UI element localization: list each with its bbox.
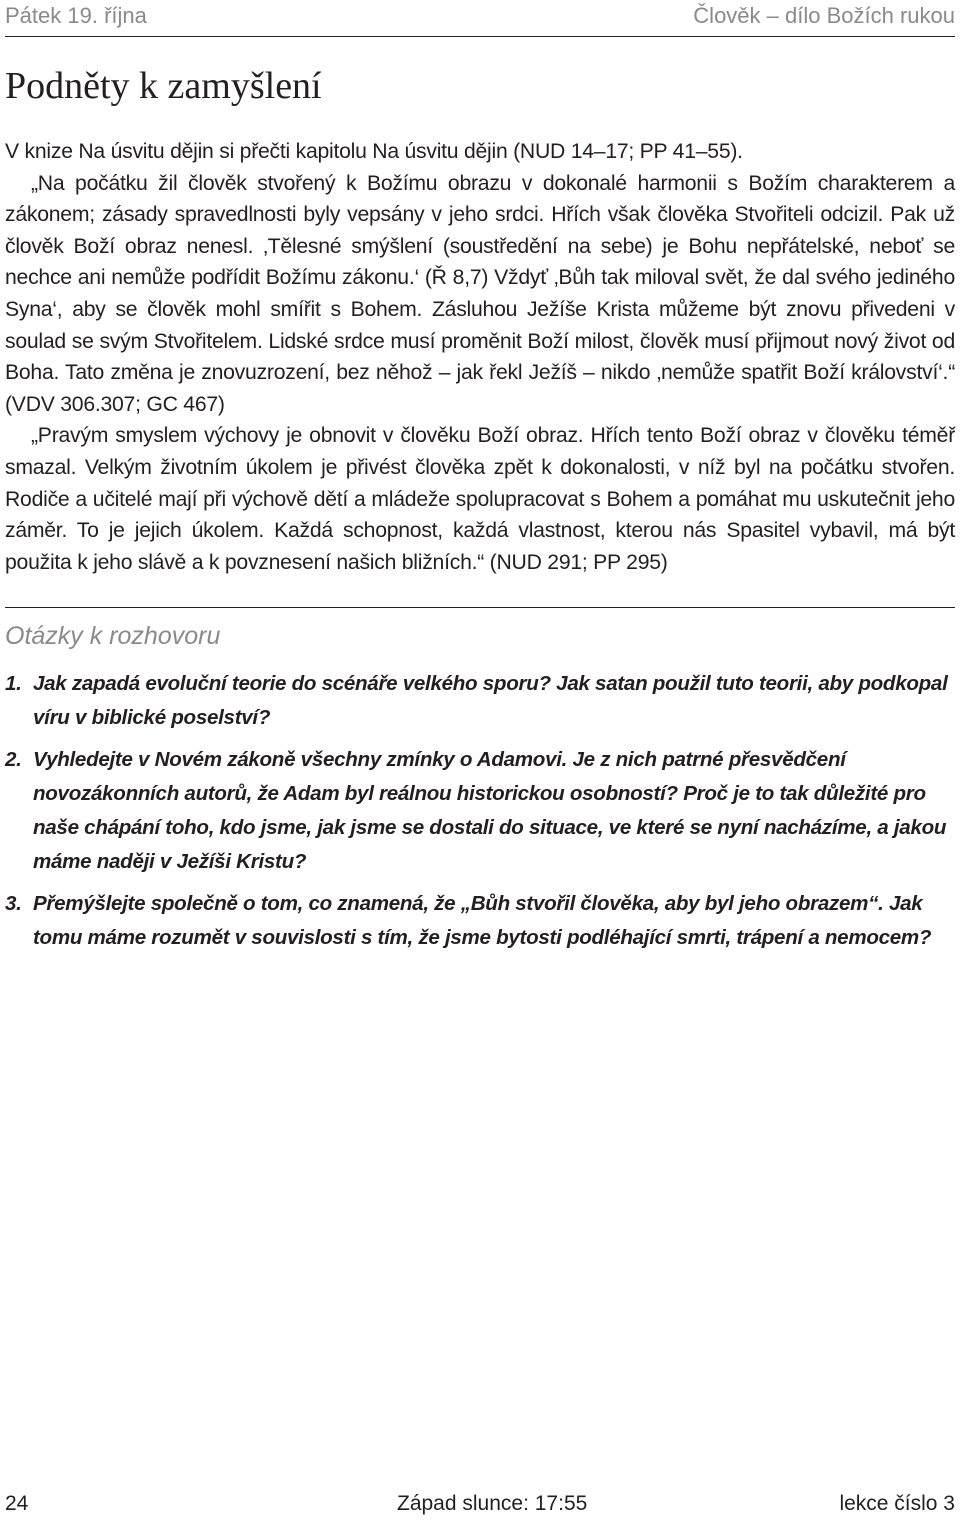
reading-assignment: V knize Na úsvitu dějin si přečti kapitolu Na úsvitu dějin (NUD 14–17; PP 41–55). [5, 140, 743, 163]
question-number: 1. [5, 672, 22, 695]
reading-text [5, 136, 955, 578]
sunset-time: Západ slunce: 17:55 [397, 1492, 588, 1515]
page-number: 24 [5, 1492, 29, 1515]
page-header [5, 2, 955, 37]
lesson-number: lekce číslo 3 [839, 1492, 955, 1515]
question-item [5, 887, 955, 955]
section-divider [5, 607, 955, 608]
discussion-questions [5, 667, 955, 963]
header-topic: Člověk – dílo Božích rukou [693, 3, 955, 28]
quote-paragraph-2: „Pravým smyslem výchovy je obnovit v člověku Boží obraz. Hřích tento Boží obraz v člověku téměř smazal. Velkým životním úkolem je přivést člověka zpět k dokonalosti, v níž byl na počátku stvořen. Rodiče a učitelé mají při výchově dětí a mládeže spolupracovat s Bohem a pomáhat mu uskutečnit jeho záměr. To je jejich úkolem. Každá schopnost, každá vlastnost, kterou nás Spasitel vybavil, má být použita k jeho slávě a k povznesení našich bližních.“ (NUD 291; PP 295) [5, 424, 955, 574]
question-item [5, 667, 955, 735]
page-title: Podněty k zamyšlení [5, 65, 322, 107]
questions-heading: Otázky k rozhovoru [5, 622, 221, 650]
question-number: 2. [5, 748, 22, 771]
quote-paragraph-1: „Na počátku žil člověk stvořený k Božímu obrazu v dokonalé harmonii s Božím charakterem a zákonem; zásady spravedlnosti byly vepsány v jeho srdci. Hřích však člověka Stvořiteli odcizil. Pak už člověk Boží obraz nenesl. ‚Tělesné smýšlení (soustředění na sebe) je Bohu nepřátelské, neboť se nechce ani nemůže podřídit Božímu zákonu.‘ (Ř 8,7) Vždyť ‚Bůh tak miloval svět, že dal svého jediného Syna‘, aby se člověk mohl smířit s Bohem. Zásluhou Ježíše Krista můžeme být znovu přivedeni v soulad se svým Stvořitelem. Lidské srdce musí proměnit Boží milost, člověk musí přijmout nový život od Boha. Tato změna je znovuzrození, bez něhož – jak řekl Ježíš – nikdo ‚nemůže spatřit Boží království‘.“ (VDV 306.307; GC 467) [5, 171, 955, 416]
question-number: 3. [5, 892, 22, 915]
question-item [5, 743, 955, 879]
question-text: Jak zapadá evoluční teorie do scénáře velkého sporu? Jak satan použil tuto teorii, aby podkopal víru v biblické poselství? [33, 672, 948, 729]
question-text: Vyhledejte v Novém zákoně všechny zmínky o Adamovi. Je z nich patrné přesvědčení novozákonních autorů, že Adam byl reálnou historickou osobností? Proč je to tak důležité pro naše chápání toho, kdo jsme, jak jsme se dostali do situace, ve které se nyní nacházíme, a jakou máme naději v Ježíši Kristu? [33, 748, 947, 873]
question-text: Přemýšlejte společně o tom, co znamená, že „Bůh stvořil člověka, aby byl jeho obrazem“. Jak tomu máme rozumět v souvislosti s tím, že jsme bytosti podléhající smrti, trápení a nemocem? [33, 892, 932, 949]
header-date: Pátek 19. října [5, 3, 147, 28]
